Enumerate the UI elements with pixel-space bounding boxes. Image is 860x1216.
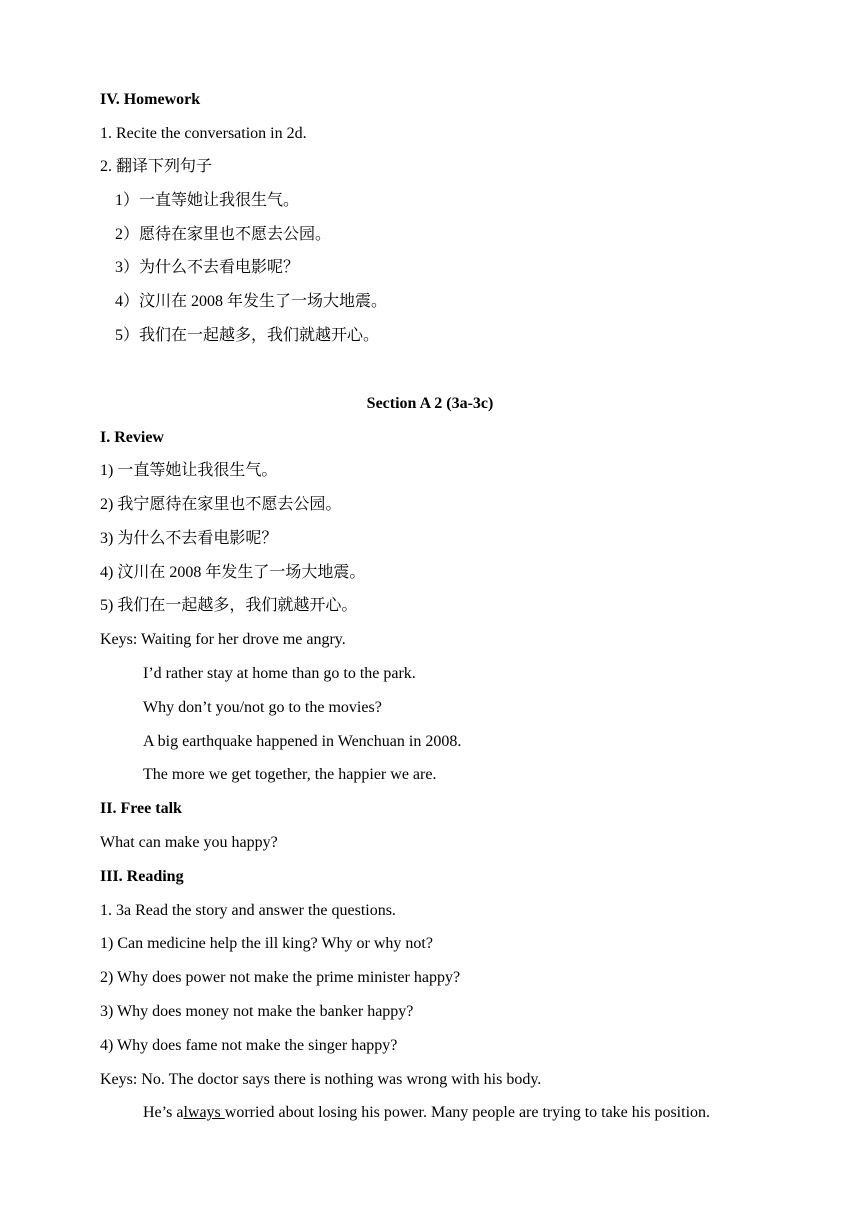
reading-task: 1. 3a Read the story and answer the questions. [100, 902, 396, 919]
reading-heading: III. Reading [100, 868, 184, 885]
homework-sentence-4: 4）汶川在 2008 年发生了一场大地震。 [115, 293, 388, 310]
homework-item-1: 1. Recite the conversation in 2d. [100, 125, 307, 142]
review-heading: I. Review [100, 429, 164, 446]
reading-key-2 [143, 1103, 710, 1123]
homework-sentence-5: 5）我们在一起越多，我们就越开心。 [115, 327, 380, 344]
free-talk-question: What can make you happy? [100, 834, 278, 851]
homework-heading: IV. Homework [100, 91, 201, 108]
reading-key-2-prefix: He’s a [143, 1104, 184, 1121]
reading-question-2: 2) Why does power not make the prime minister happy? [100, 969, 461, 986]
review-key-2: I’d rather stay at home than go to the park. [143, 665, 416, 682]
review-item-4: 4) 汶川在 2008 年发生了一场大地震。 [100, 564, 366, 581]
review-keys-label: Keys: Waiting for her drove me angry. [100, 631, 346, 648]
review-key-5: The more we get together, the happier we are. [143, 766, 437, 783]
reading-keys-label: Keys: No. The doctor says there is nothing was wrong with his body. [100, 1071, 542, 1088]
reading-key-2-suffix: worried about losing his power. Many people are trying to take his position. [224, 1104, 711, 1121]
homework-sentence-2: 2）愿待在家里也不愿去公园。 [115, 226, 332, 243]
reading-question-4: 4) Why does fame not make the singer happy? [100, 1037, 398, 1054]
reading-key-2-underlined: lways [183, 1104, 225, 1121]
review-item-1: 1) 一直等她让我很生气。 [100, 462, 278, 479]
reading-question-1: 1) Can medicine help the ill king? Why or why not? [100, 935, 433, 952]
homework-sentence-1: 1）一直等她让我很生气。 [115, 192, 300, 209]
review-item-5: 5) 我们在一起越多，我们就越开心。 [100, 597, 358, 614]
review-item-3: 3) 为什么不去看电影呢？ [100, 530, 278, 547]
review-item-2: 2) 我宁愿待在家里也不愿去公园。 [100, 496, 342, 513]
review-key-3: Why don’t you/not go to the movies? [143, 699, 382, 716]
reading-question-3: 3) Why does money not make the banker happy? [100, 1003, 414, 1020]
review-key-4: A big earthquake happened in Wenchuan in 2008. [143, 733, 462, 750]
homework-sentence-3: 3）为什么不去看电影呢？ [115, 259, 300, 276]
free-talk-heading: II. Free talk [100, 800, 182, 817]
section-title: Section A 2 (3a-3c) [366, 395, 494, 412]
homework-item-2: 2. 翻译下列句子 [100, 158, 213, 175]
